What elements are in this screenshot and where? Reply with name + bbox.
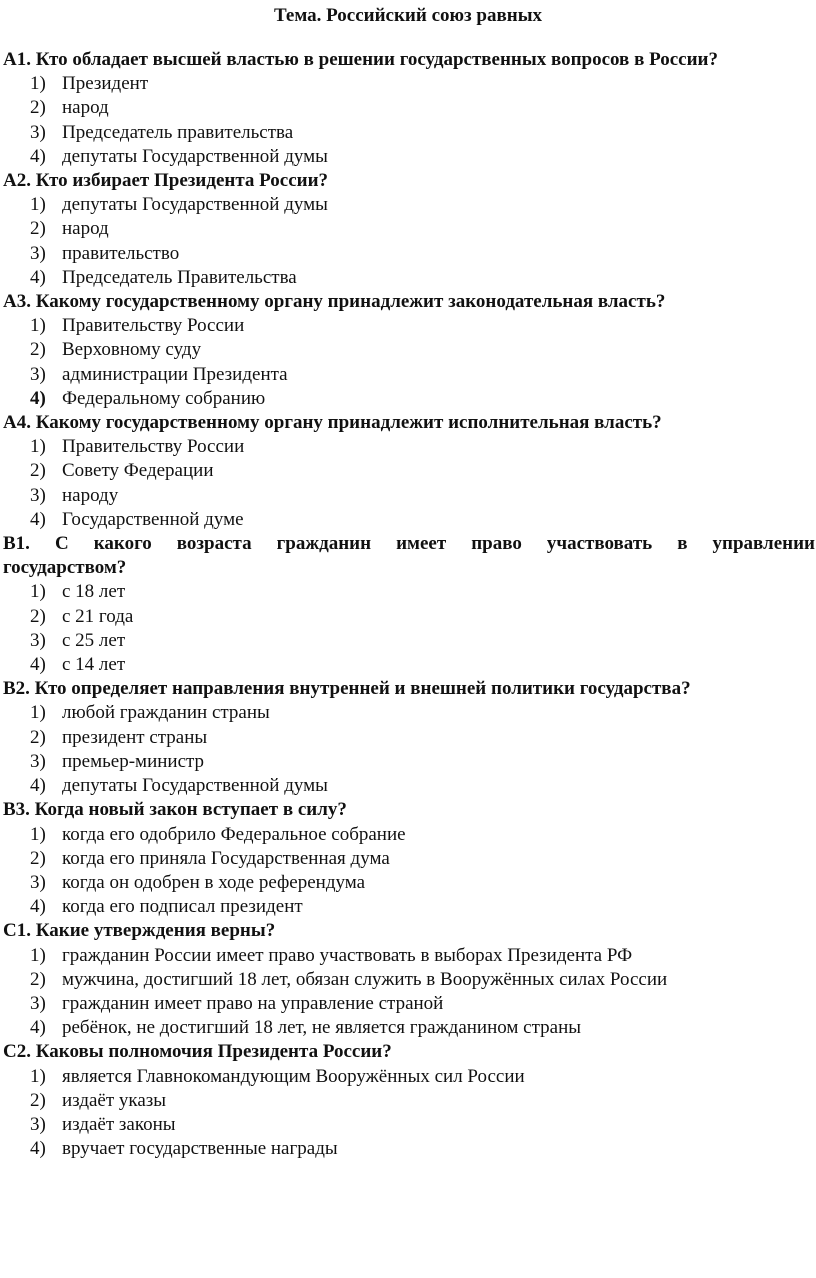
page-title: Тема. Российский союз равных bbox=[273, 5, 543, 26]
option-text: когда он одобрен в ходе референдума bbox=[62, 871, 366, 893]
option-number: 4) bbox=[30, 1138, 46, 1160]
option-text: правительство bbox=[62, 242, 180, 264]
answer-options bbox=[3, 1065, 815, 1162]
option-text: народ bbox=[62, 97, 109, 119]
option-number: 2) bbox=[30, 847, 46, 869]
answer-option bbox=[3, 387, 815, 411]
answer-option bbox=[3, 266, 815, 290]
option-text: Государственной думе bbox=[62, 508, 244, 530]
answer-option bbox=[3, 1137, 815, 1161]
answer-option bbox=[3, 968, 815, 992]
option-number: 3) bbox=[30, 992, 46, 1014]
option-text: вручает государственные награды bbox=[62, 1138, 338, 1160]
answer-option bbox=[3, 944, 815, 968]
option-number: 3) bbox=[30, 121, 46, 143]
question-c2 bbox=[3, 1040, 815, 1161]
option-number: 2) bbox=[30, 605, 46, 627]
option-text: гражданин России имеет право участвовать в выборах Президента РФ bbox=[62, 944, 633, 966]
option-text: издаёт законы bbox=[62, 1113, 176, 1135]
answer-option bbox=[3, 992, 815, 1016]
question-text: В2. Кто определяет направления внутренней и внешней политики государства? bbox=[3, 678, 691, 700]
question-text: В3. Когда новый закон вступает в силу? bbox=[3, 799, 347, 821]
answer-options bbox=[3, 193, 815, 290]
question-text-line: государством? bbox=[3, 557, 127, 579]
option-number: 3) bbox=[30, 484, 46, 506]
answer-option bbox=[3, 314, 815, 338]
answer-option bbox=[3, 580, 815, 604]
answer-option bbox=[3, 895, 815, 919]
answer-options bbox=[3, 701, 815, 798]
answer-option bbox=[3, 1065, 815, 1089]
option-text: любой гражданин страны bbox=[62, 702, 270, 724]
option-number: 3) bbox=[30, 750, 46, 772]
answer-option bbox=[3, 459, 815, 483]
answer-option bbox=[3, 1113, 815, 1137]
answer-option bbox=[3, 701, 815, 725]
option-number: 3) bbox=[30, 871, 46, 893]
answer-option bbox=[3, 338, 815, 362]
option-text: ребёнок, не достигший 18 лет, не является гражданином страны bbox=[62, 1017, 582, 1039]
option-text: Президент bbox=[62, 73, 149, 95]
answer-option bbox=[3, 242, 815, 266]
option-text: депутаты Государственной думы bbox=[62, 775, 328, 797]
option-text: когда его одобрило Федеральное собрание bbox=[62, 823, 406, 845]
option-text: президент страны bbox=[62, 726, 208, 748]
option-number: 4) bbox=[30, 654, 46, 676]
option-number: 2) bbox=[30, 968, 46, 990]
option-number: 3) bbox=[30, 629, 46, 651]
answer-option bbox=[3, 823, 815, 847]
option-text: Верховному суду bbox=[62, 339, 202, 361]
option-text: народу bbox=[62, 484, 119, 506]
option-number: 1) bbox=[30, 702, 46, 724]
option-number: 2) bbox=[30, 460, 46, 482]
question-text: А4. Какому государственному органу принадлежит исполнительная власть? bbox=[3, 412, 662, 434]
option-number: 2) bbox=[30, 339, 46, 361]
answer-option bbox=[3, 653, 815, 677]
option-number: 1) bbox=[30, 823, 46, 845]
answer-option bbox=[3, 871, 815, 895]
option-text: Председатель правительства bbox=[62, 121, 294, 143]
option-number: 3) bbox=[30, 242, 46, 264]
option-number: 4) bbox=[30, 145, 46, 167]
option-number: 1) bbox=[30, 315, 46, 337]
question-a2 bbox=[3, 169, 815, 290]
question-b2 bbox=[3, 677, 815, 798]
option-text: издаёт указы bbox=[62, 1089, 167, 1111]
question-list bbox=[3, 48, 815, 1161]
option-text: Правительству России bbox=[62, 436, 245, 458]
answer-option bbox=[3, 774, 815, 798]
option-text: депутаты Государственной думы bbox=[62, 194, 328, 216]
option-number: 2) bbox=[30, 726, 46, 748]
option-text: с 14 лет bbox=[62, 654, 126, 676]
question-text-line: В1. С какого возраста гражданин имеет право участвовать в управлении bbox=[3, 533, 815, 555]
answer-options bbox=[3, 314, 815, 411]
option-number: 1) bbox=[30, 194, 46, 216]
option-number: 4) bbox=[30, 1017, 46, 1039]
answer-option bbox=[3, 217, 815, 241]
question-text: С2. Каковы полномочия Президента России? bbox=[3, 1041, 392, 1063]
answer-options bbox=[3, 823, 815, 920]
option-number: 4) bbox=[30, 387, 46, 409]
answer-option bbox=[3, 121, 815, 145]
option-text: Правительству России bbox=[62, 315, 245, 337]
option-text: мужчина, достигший 18 лет, обязан служить в Вооружённых силах России bbox=[62, 968, 668, 990]
answer-option bbox=[3, 629, 815, 653]
answer-option bbox=[3, 1089, 815, 1113]
option-number: 1) bbox=[30, 1065, 46, 1087]
option-text: когда его подписал президент bbox=[62, 896, 303, 918]
answer-options bbox=[3, 580, 815, 677]
option-number: 4) bbox=[30, 775, 46, 797]
option-number: 2) bbox=[30, 97, 46, 119]
option-text: депутаты Государственной думы bbox=[62, 145, 328, 167]
answer-option bbox=[3, 726, 815, 750]
option-text: гражданин имеет право на управление страной bbox=[62, 992, 444, 1014]
answer-option bbox=[3, 72, 815, 96]
question-a1 bbox=[3, 48, 815, 169]
option-number: 2) bbox=[30, 218, 46, 240]
option-number: 2) bbox=[30, 1089, 46, 1111]
option-text: Совету Федерации bbox=[62, 460, 214, 482]
answer-option bbox=[3, 1016, 815, 1040]
option-number: 3) bbox=[30, 363, 46, 385]
option-text: с 18 лет bbox=[62, 581, 126, 603]
option-text: является Главнокомандующим Вооружённых сил России bbox=[62, 1065, 525, 1087]
question-text: А3. Какому государственному органу принадлежит законодательная власть? bbox=[3, 291, 666, 313]
answer-option bbox=[3, 508, 815, 532]
question-c1 bbox=[3, 919, 815, 1040]
question-b1 bbox=[3, 532, 815, 677]
answer-option bbox=[3, 193, 815, 217]
answer-option bbox=[3, 605, 815, 629]
answer-options bbox=[3, 944, 815, 1041]
option-text: Федеральному собранию bbox=[62, 387, 266, 409]
option-number: 1) bbox=[30, 73, 46, 95]
answer-option bbox=[3, 435, 815, 459]
option-text: Председатель Правительства bbox=[62, 266, 297, 288]
option-text: администрации Президента bbox=[62, 363, 288, 385]
question-a4 bbox=[3, 411, 815, 532]
answer-options bbox=[3, 72, 815, 169]
option-text: народ bbox=[62, 218, 109, 240]
question-a3 bbox=[3, 290, 815, 411]
question-text: А2. Кто избирает Президента России? bbox=[3, 170, 329, 192]
answer-option bbox=[3, 484, 815, 508]
question-text bbox=[3, 532, 815, 580]
option-number: 1) bbox=[30, 944, 46, 966]
option-number: 4) bbox=[30, 896, 46, 918]
option-text: с 21 года bbox=[62, 605, 134, 627]
option-number: 4) bbox=[30, 508, 46, 530]
option-number: 1) bbox=[30, 436, 46, 458]
answer-option bbox=[3, 363, 815, 387]
option-text: когда его приняла Государственная дума bbox=[62, 847, 390, 869]
answer-option bbox=[3, 750, 815, 774]
option-number: 4) bbox=[30, 266, 46, 288]
question-text: А1. Кто обладает высшей властью в решении государственных вопросов в России? bbox=[3, 49, 718, 70]
answer-options bbox=[3, 435, 815, 532]
option-number: 1) bbox=[30, 581, 46, 603]
question-b3 bbox=[3, 798, 815, 919]
option-text: с 25 лет bbox=[62, 629, 126, 651]
answer-option bbox=[3, 145, 815, 169]
answer-option bbox=[3, 847, 815, 871]
option-text: премьер-министр bbox=[62, 750, 205, 772]
answer-option bbox=[3, 96, 815, 120]
option-number: 3) bbox=[30, 1113, 46, 1135]
question-text: С1. Какие утверждения верны? bbox=[3, 920, 276, 942]
